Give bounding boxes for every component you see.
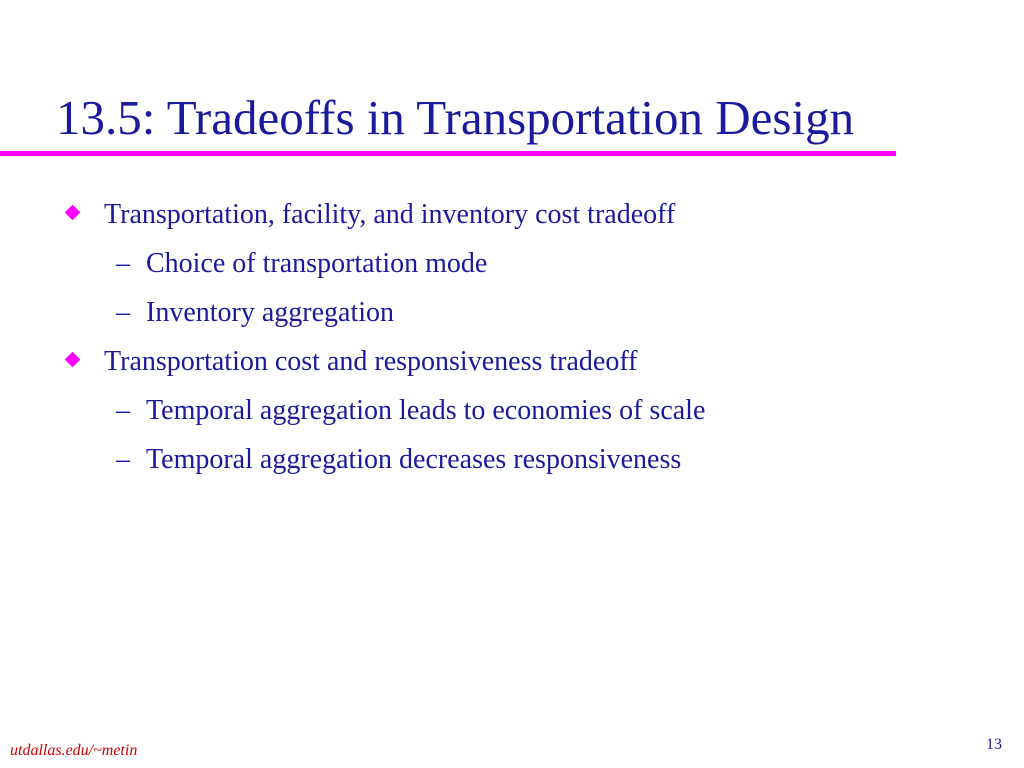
- sub-bullet-text: Inventory aggregation: [146, 297, 395, 328]
- bullet-item: [104, 198, 675, 232]
- dash-marker: –: [116, 248, 130, 279]
- dash-marker: –: [116, 297, 130, 328]
- sub-bullet-text: Choice of transportation mode: [146, 248, 488, 279]
- slide-title: 13.5: Tradeoffs in Transportation Design: [56, 90, 855, 145]
- bullet-text: Transportation, facility, and inventory cost tradeoff: [104, 199, 676, 230]
- dash-marker: –: [116, 395, 130, 426]
- dash-marker: –: [116, 444, 130, 475]
- diamond-bullet-icon: [65, 205, 81, 221]
- bullet-text: Transportation cost and responsiveness tradeoff: [104, 346, 638, 377]
- page-number: 13: [986, 736, 1002, 753]
- sub-bullet-text: Temporal aggregation decreases responsiveness: [146, 444, 682, 475]
- title-underline: [0, 151, 896, 156]
- sub-bullet-item: [116, 443, 681, 477]
- sub-bullet-text: Temporal aggregation leads to economies of scale: [146, 395, 706, 426]
- diamond-bullet-icon: [65, 352, 81, 368]
- footer-source: utdallas.edu/~metin: [10, 742, 138, 759]
- bullet-item: [104, 345, 637, 379]
- sub-bullet-item: [116, 296, 394, 330]
- sub-bullet-item: [116, 247, 487, 281]
- sub-bullet-item: [116, 394, 705, 428]
